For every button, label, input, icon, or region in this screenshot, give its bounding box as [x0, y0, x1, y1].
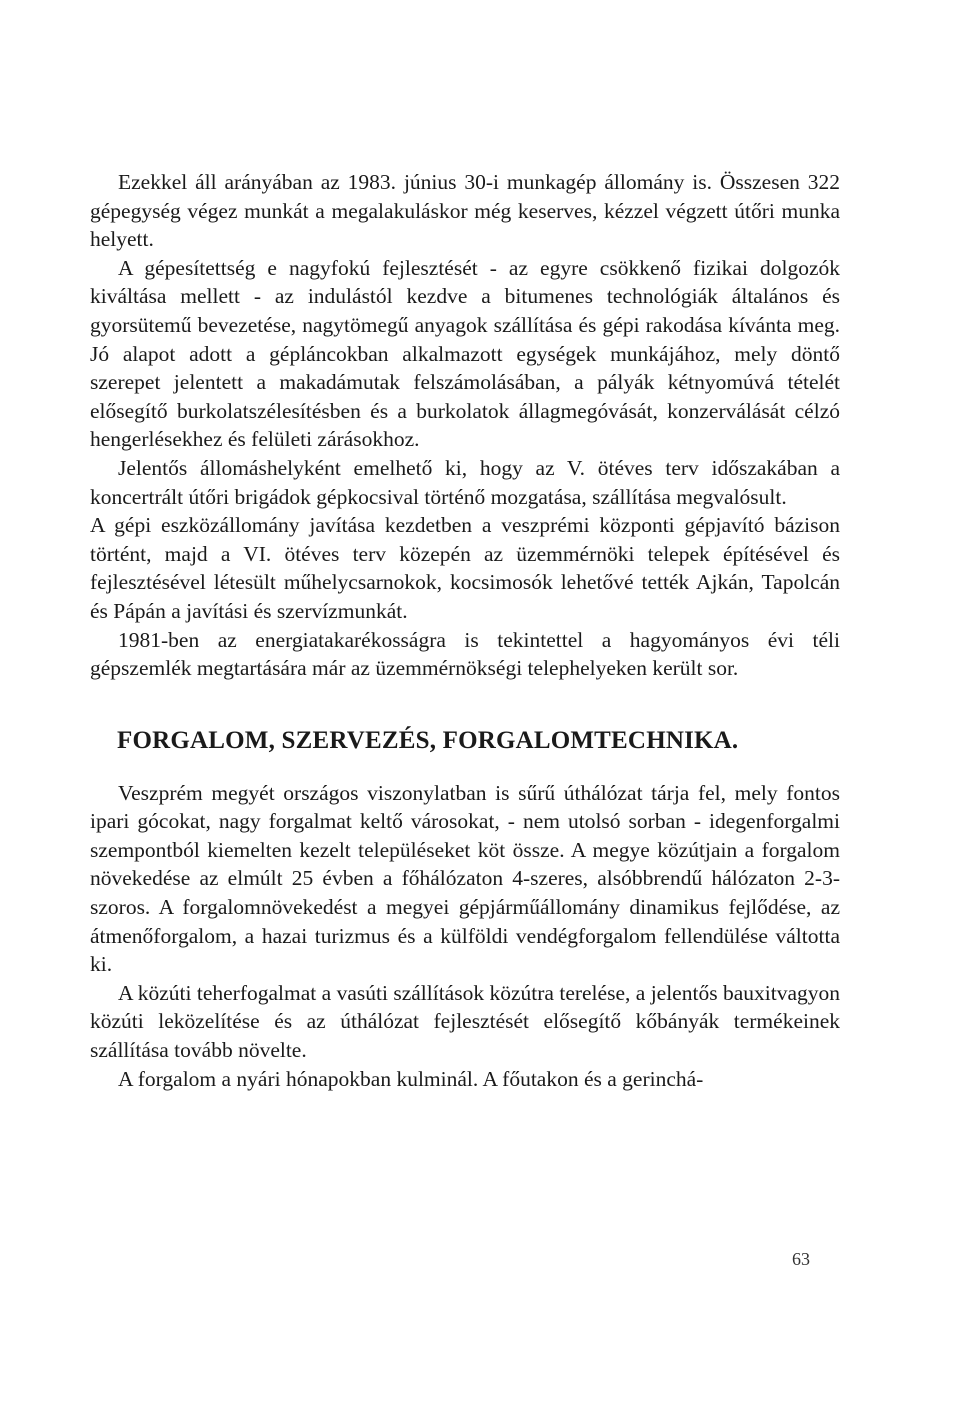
section-heading: FORGALOM, SZERVEZÉS, FORGALOMTECHNIKA. [117, 726, 739, 754]
paragraph-freight-traffic: A közúti teherfogalmat a vasúti szállítások közútra terelése, a jelentős bauxitvagyon közúti leközelítése és az úthálózat fejlesztését elősegítő kőbányák termékeinek szállítása tovább növelte. [90, 980, 840, 1063]
page-number: 63 [792, 1249, 810, 1269]
paragraph-road-network: Veszprém megyét országos viszonylatban is sűrű úthálózat tárja fel, mely fontos ipari gócokat, nagy forgalmat keltő városokat, - nem utolsó sorban - idegenforgalmi szempontból kiemelten kezelt településeket köt össze. A megye közútjain a forgalom növekedése az elmúlt 25 évben a főhálózaton 4-szeres, alsóbbrendű hálózaton 2-3-szoros. A forgalomnövekedést a megyei gépjárműállomány dinamikus fejlődése, az átmenőforgalom, a hazai turizmus és a külföldi vendégforgalom fellendülése váltotta ki. [90, 780, 840, 977]
paragraph-mechanization: A gépesítettség e nagyfokú fejlesztését - az egyre csökkenő fizikai dolgozók kiváltása mellett - az indulástól kezdve a bitumenes technológiák általános és gyorsütemű bevezetése, nagytömegű anyagok szállítása és gépi rakodása kívánta meg. Jó alapot adott a gépláncokban alkalmazott egységek munkájához, mely döntő szerepet jelentett a makadámutak felszámolásában, a pályák kétnyomúvá tételét elősegítő burkolatszélesítésben és a burkolatok állagmegóvását, konzerválását célzó hengerlésekhez és felületi zárásokhoz. [90, 255, 840, 452]
paragraph-machine-stock: Ezekkel áll arányában az 1983. június 30-i munkagép állomány is. Összesen 322 gépegység végez munkát a megalakuláskor még keserves, kézzel végzett útőri munka helyett. [90, 170, 840, 252]
paragraph-brigade-transport: Jelentős állomáshelyként emelhető ki, hogy az V. ötéves terv időszakában a koncertrált útőri brigádok gépkocsival történő mozgatása, szállítása megvalósult. [90, 455, 840, 509]
paragraph-repair-base: A gépi eszközállomány javítása kezdetben a veszprémi központi gépjavító bázison történt, majd a VI. ötéves terv közepén az üzemmérnöki telepek építésével és fejlesztésével létesült műhelycsarnokok, kocsimosók lehetővé tették Ajkán, Tapolcán és Pápán a javítási és szervízmunkát. [90, 513, 840, 623]
paragraph-summer-peak: A forgalom a nyári hónapokban kulminál. A főutakon és a gerinchá- [118, 1066, 704, 1091]
document-page [90, 168, 840, 1093]
paragraph-winter-inspection: 1981-ben az energiatakarékosságra is tekintettel a hagyományos évi téli gépszemlék megtartására már az üzemmérnökségi telephelyeken került sor. [90, 627, 840, 681]
